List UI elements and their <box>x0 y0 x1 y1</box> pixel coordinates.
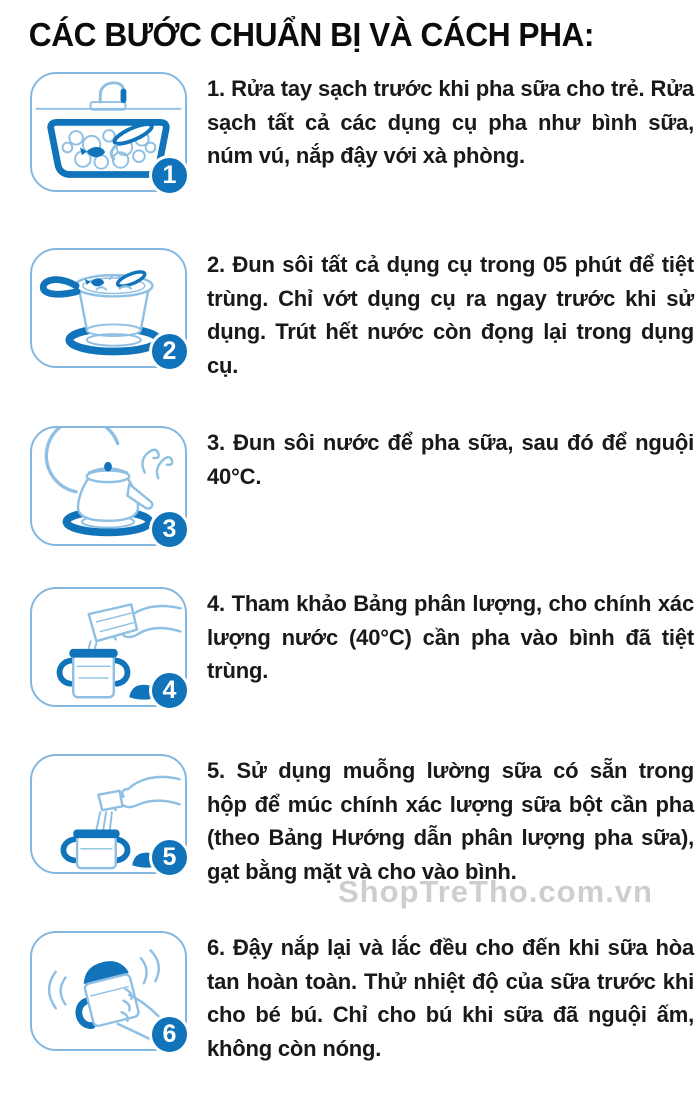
step-number: 2. <box>207 252 225 277</box>
scoop-powder-icon <box>30 754 187 874</box>
step-number-badge: 1 <box>149 155 190 196</box>
step-number: 4. <box>207 591 225 616</box>
step-text <box>207 931 694 1065</box>
step-number: 3. <box>207 430 225 455</box>
step-number: 5. <box>207 758 225 783</box>
step-text <box>207 426 694 493</box>
step-number-badge: 2 <box>149 331 190 372</box>
page-title: CÁC BƯỚC CHUẨN BỊ VÀ CÁCH PHA: <box>28 16 594 53</box>
step-text <box>207 587 694 688</box>
step-body: Sử dụng muỗng lường sữa có sẵn trong hộp để múc chính xác lượng sữa bột cần pha (theo Bảng Hướng dẫn phân lượng pha sữa), gạt bằng mặt và cho vào bình. <box>207 758 694 884</box>
boiling-pot-icon <box>30 248 187 368</box>
step-text <box>207 72 694 173</box>
step-number: 1. <box>207 76 225 101</box>
step-text <box>207 248 694 382</box>
step-body: Đun sôi tất cả dụng cụ trong 05 phút để tiệt trùng. Chỉ vớt dụng cụ ra ngay trước khi sử dụng. Trút hết nước còn đọng lại trong dụng cụ. <box>207 252 694 378</box>
step-body: Rửa tay sạch trước khi pha sữa cho trẻ. Rửa sạch tất cả các dụng cụ pha như bình sữa, núm vú, nắp đậy với xà phòng. <box>207 76 694 168</box>
sink-washing-icon <box>30 72 187 192</box>
step-row-1 <box>0 72 700 192</box>
step-number-badge: 6 <box>149 1014 190 1055</box>
shake-cup-icon <box>30 931 187 1051</box>
kettle-icon <box>30 426 187 546</box>
step-text <box>207 754 694 888</box>
step-body: Đun sôi nước để pha sữa, sau đó để nguội 40°C. <box>207 430 694 489</box>
step-number: 6. <box>207 935 225 960</box>
step-number-badge: 3 <box>149 509 190 550</box>
step-row-6 <box>0 931 700 1065</box>
pour-water-icon <box>30 587 187 707</box>
step-body: Tham khảo Bảng phân lượng, cho chính xác lượng nước (40°C) cần pha vào bình đã tiệt trùng. <box>207 591 694 683</box>
step-row-4 <box>0 587 700 707</box>
step-number-badge: 5 <box>149 837 190 878</box>
step-row-2 <box>0 248 700 382</box>
step-number-badge: 4 <box>149 670 190 711</box>
watermark: ShopTreTho.com.vn <box>338 874 653 909</box>
step-row-5 <box>0 754 700 888</box>
step-body: Đậy nắp lại và lắc đều cho đến khi sữa hòa tan hoàn toàn. Thử nhiệt độ của sữa trước khi cho bé bú. Chỉ cho bú khi sữa đã nguội ấm, không còn nóng. <box>207 935 694 1061</box>
step-row-3 <box>0 426 700 546</box>
